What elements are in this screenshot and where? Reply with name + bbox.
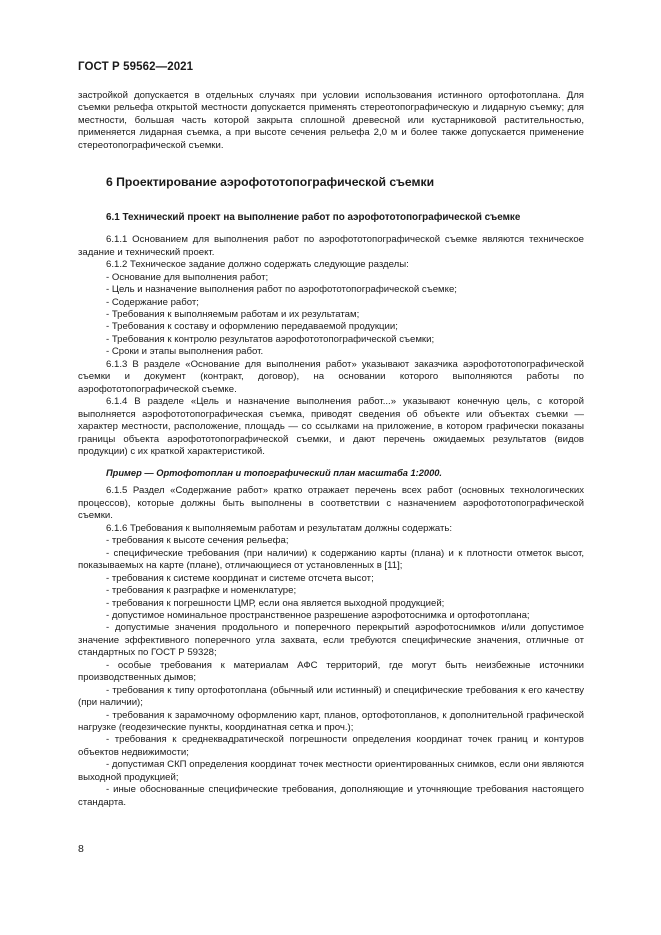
tz-sections-list bbox=[78, 272, 584, 359]
list-item: - специфические требования (при наличии) к содержанию карты (плана) и к плотности отметок высот, показываемых на карте (плане), отличающиеся от установленных в [11]; bbox=[78, 547, 584, 572]
list-item: - допустимое номинальное пространственное разрешение аэрофотоснимка и ортофотоплана; bbox=[106, 609, 530, 621]
list-item: - Требования к контролю результатов аэрофототопографической съемки; bbox=[106, 333, 435, 345]
paragraph-6-1-3: 6.1.3 В разделе «Основание для выполнения работ» указывают заказчика аэрофототопографической съемки и документ (контракт, договор), на основании которого выполняются работы по аэрофототопографической съемке. bbox=[78, 358, 584, 395]
page-number: 8 bbox=[78, 843, 84, 855]
paragraph-6-1-2: 6.1.2 Техническое задание должно содержать следующие разделы: bbox=[106, 259, 409, 271]
list-item: - иные обоснованные специфические требования, дополняющие и уточняющие требования настоящего стандарта. bbox=[78, 784, 584, 808]
list-item: - требования к погрешности ЦМР, если она является выходной продукцией; bbox=[106, 597, 445, 609]
section-title: 6 Проектирование аэрофототопографической съемки bbox=[106, 175, 435, 190]
paragraph-6-1-4: 6.1.4 В разделе «Цель и назначение выполнения работ...» указывают конечную цель, с которой выполняется аэрофототопографическая съемка, приводят сведения об объекте или объектах съемки — характер местности, расположение, площадь — со ссылками на приложение, в котором графически показаны границы объекта аэрофототопографической съемки, и дают перечень ожидаемых результатов (видов продукции) с их краткой характеристикой. bbox=[78, 396, 584, 457]
list-item: - допустимая СКП определения координат точек местности ориентированных снимков, если они являются выходной продукцией; bbox=[78, 759, 584, 783]
list-item: - требования к типу ортофотоплана (обычный или истинный) и специфические требования к его качеству (при наличии); bbox=[78, 684, 584, 709]
list-item: - требования к высоте сечения рельефа; bbox=[106, 535, 289, 547]
list-item: - допустимые значения продольного и поперечного перекрытий аэрофотоснимков и/или допустимое значение эффективного поперечного угла захвата, если требуются специфические значения, отличные от стандартных по ГОСТ Р 59328; bbox=[78, 622, 584, 659]
list-item: - особые требования к материалам АФС территорий, где могут быть неизбежные источники производственных дымов; bbox=[78, 659, 584, 684]
list-item: - требования к среднеквадратической погрешности определения координат точек границ и контуров объектов недвижимости; bbox=[78, 734, 584, 758]
requirements-list bbox=[78, 535, 584, 809]
paragraph-6-1-1: 6.1.1 Основанием для выполнения работ по аэрофототопографической съемке являются техническое задание и технический проект. bbox=[78, 234, 584, 258]
document-code-header: ГОСТ Р 59562—2021 bbox=[78, 61, 194, 73]
intro-paragraph: застройкой допускается в отдельных случаях при условии использования истинного ортофотоплана. Для съемки рельефа открытой местности допускается применять стереотопографическую и лидарную съемку; для местности, большая часть которой закрыта сплошной древесной или кустарниковой растительностью, применяется лидарная съемка, а при высоте сечения рельефа 2,0 м и более также допускается применение стереотопографической съемки. bbox=[78, 90, 584, 151]
document-body bbox=[78, 90, 584, 809]
list-item: - Основание для выполнения работ; bbox=[106, 271, 269, 283]
list-item: - Требования к выполняемым работам и их результатам; bbox=[106, 308, 360, 320]
paragraph-6-1-5: 6.1.5 Раздел «Содержание работ» кратко отражает перечень всех работ (основных технологических процессов), которые должны быть выполнены в соответствии с назначением аэрофототопографической съемки. bbox=[78, 485, 584, 522]
example-note: Пример — Ортофотоплан и топографический план масштаба 1:2000. bbox=[106, 468, 443, 479]
list-item: - требования к зарамочному оформлению карт, планов, ортофотопланов, к дополнительной графической нагрузке (геодезические пункты, координатная сетка и проч.); bbox=[78, 709, 584, 734]
subsection-title: 6.1 Технический проект на выполнение работ по аэрофототопографической съемке bbox=[106, 212, 521, 224]
list-item: - Содержание работ; bbox=[106, 296, 199, 308]
list-item: - требования к разграфке и номенклатуре; bbox=[106, 585, 297, 597]
list-item: - Сроки и этапы выполнения работ. bbox=[106, 346, 264, 358]
list-item: - Цель и назначение выполнения работ по аэрофототопографической съемке; bbox=[106, 284, 457, 296]
list-item: - требования к системе координат и системе отсчета высот; bbox=[106, 572, 374, 584]
list-item: - Требования к составу и оформлению передаваемой продукции; bbox=[106, 321, 398, 333]
paragraph-6-1-6: 6.1.6 Требования к выполняемым работам и результатам должны содержать: bbox=[106, 522, 453, 534]
